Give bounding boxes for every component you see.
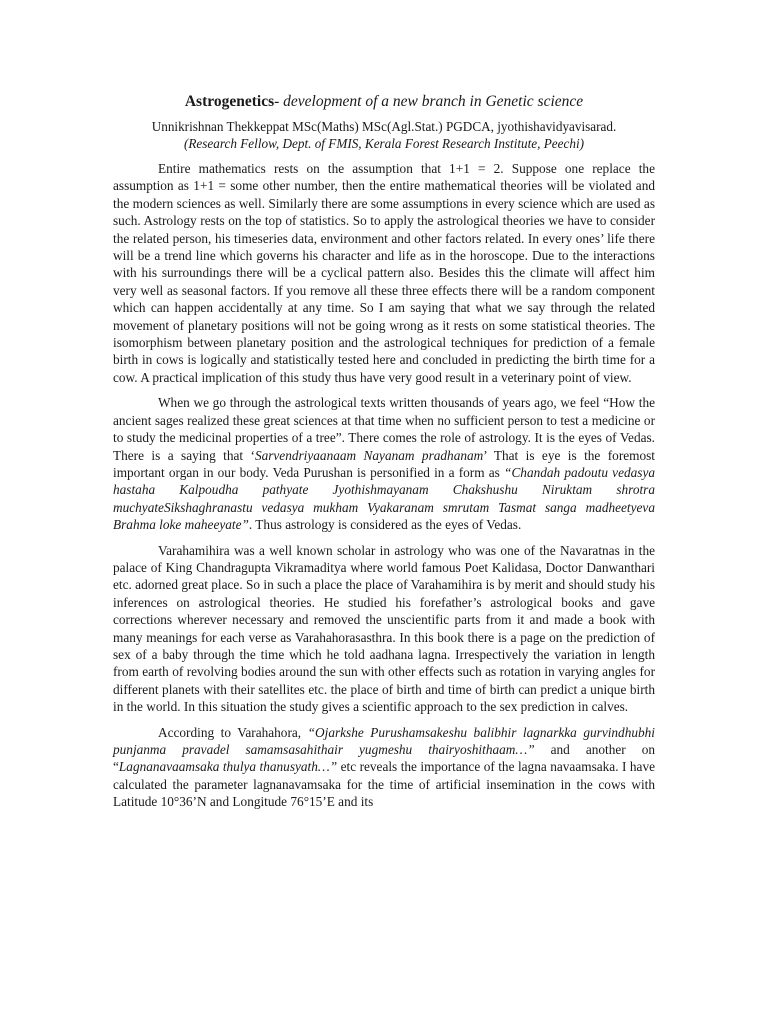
paragraph-2 [113,394,655,533]
title-subtitle: - development of a new branch in Genetic science [274,93,584,110]
title-bold: Astrogenetics [184,93,275,110]
p2-text-a: When we go through the astrological texts written thousands of years ago, we feel “How the ancient sages realized these great sciences at that time when no sufficient person to test a medicine or to study the medicinal properties of a tree”. There comes the role of astrology. It is the eyes of Vedas. There is a saying that ‘ [113,395,655,463]
document-title [113,92,655,112]
p4-text-c: and another on “ [113,742,655,775]
author-line: Unnikrishnan Thekkeppat MSc(Maths) MSc(Agl.Stat.) PGDCA, jyothishavidyavisarad. [151,119,617,134]
paragraph-4 [113,724,655,811]
p4-quote-ojarkshe: “Ojarkshe Purushamsakeshu balibhir lagnarkka gurvindhubhi punjanma pravadel samamsasahithair yugmeshu thairyoshithaam…” [113,724,655,757]
affiliation-line: (Research Fellow, Dept. of FMIS, Kerala Forest Research Institute, Peechi) [183,136,585,151]
p4-text-e: etc reveals the importance of the lagna navaamsaka. I have calculated the parameter lagnanavamsaka for the time of artificial insemination in the cows with Latitude 10°36’N and Longitude 76°15’E and its [113,759,655,810]
p4-text-a: According to Varahahora, [158,724,308,740]
paragraph-1: Entire mathematics rests on the assumption that 1+1 = 2. Suppose one replace the assumption as 1+1 = some other number, then the entire mathematical theories will be violated and the modern sciences as well. Similarly there are some assumptions in every science which are used as such. Astrology rests on the top of statistics. So to apply the astrological theories we have to consider the related person, his timeseries data, environment and other factors related. In every ones’ life there will be a trend line which governs his character and life as in the horoscope. Due to the interactions with his surroundings there will be a cyclical pattern also. Besides this the climate will affect him very well as seasonal factors. If you remove all these three effects there will be a random component which can happen accidentally at any time. So I am saying that what we say through the related movement of planetary positions will not be going wrong as it rests on some statistical theories. The isomorphism between planetary position and the astrological techniques for prediction of a female birth in cows is logically and statistically tested here and concluded in predicting the birth time for a cow. A practical implication of this study thus have very good result in a veterinary point of view. [113,161,655,385]
paragraph-3: Varahamihira was a well known scholar in astrology who was one of the Navaratnas in the palace of King Chandragupta Vikramaditya where world famous Poet Kalidasa, Doctor Danwanthari etc. adorned great place. So in such a place the place of Varahamihira is by merit and should study his inferences on astrological theories. He studied his forefather’s astrological books and gave corrections wherever necessary and removed the unscientific parts from it and made a book with many meanings for each verse as Varahahorasasthra. In this book there is a page on the prediction of sex of a baby through the time which he told aadhana lagna. Irrespectively the variation in length from earth of revolving bodies around the sun with other effects such as rotation in varying angles for different planets with their satellites etc. the place of birth and time of birth can predict a unique birth in the world. In this situation the study gives a scientific approach to the sex prediction in calves. [113,542,655,715]
p2-quote-sarvendriya: Sarvendriyaanaam Nayanam pradhanam [254,447,484,463]
p2-text-e: . Thus astrology is considered as the eyes of Vedas. [248,517,522,533]
p2-text-c: ’ That is eye is the foremost important organ in our body. Veda Purushan is personified in a form as [113,447,656,480]
p2-quote-chandah: “Chandah padoutu vedasya hastaha Kalpoudha pathyate Jyothishmayanam Chakshushu Niruktam shrotra muchyateSikshaghranastu vedasya mukham Vyakaranam smrutam Tasmat sanga madheetyeva Brahma loke maheeyate” [113,464,655,533]
p4-quote-lagnanavaamsaka: Lagnanavaamsaka thulya thanusyath…” [118,759,338,775]
